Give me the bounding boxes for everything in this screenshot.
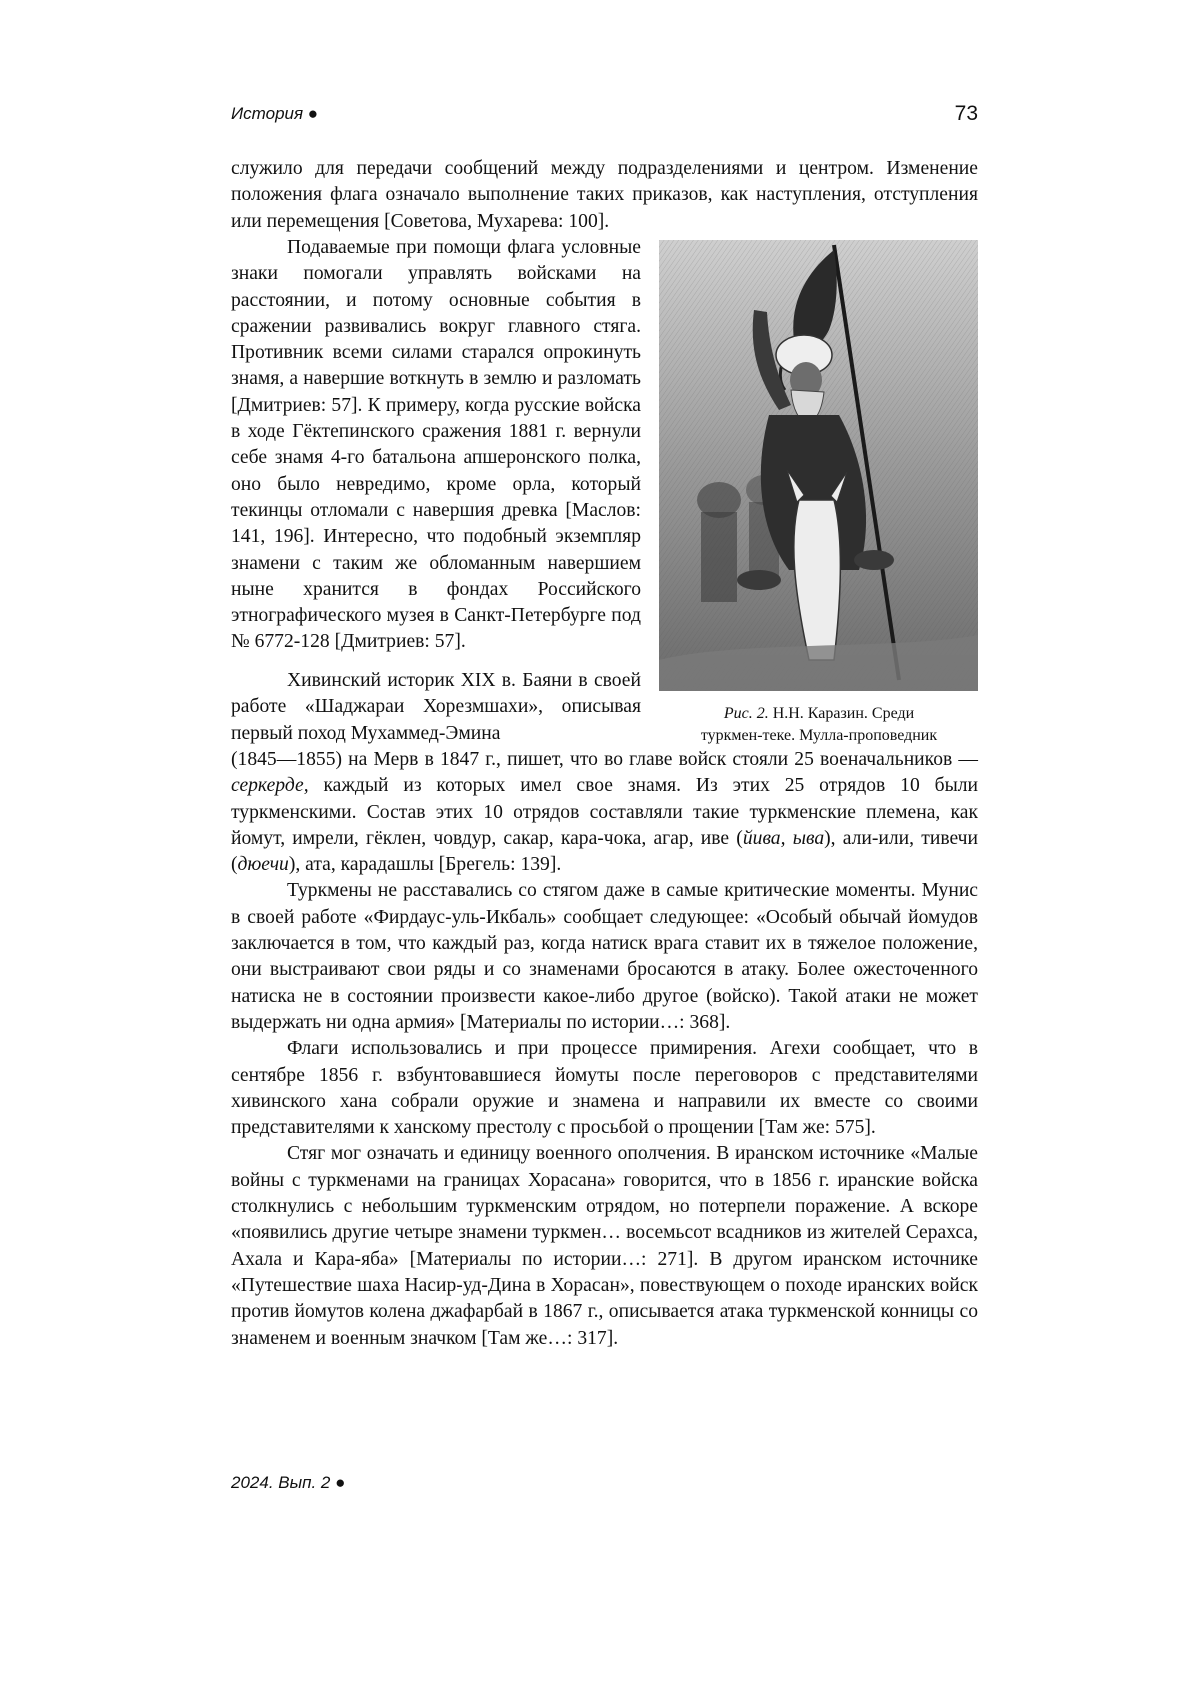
paragraph-text: Подаваемые при помощи флага условные знаки помогали управлять войсками на расстоянии, и потому основные события в сражении развивались вокруг главного стяга. Противник всеми силами старался опрокинуть знамя, а навершие воткнуть в землю и разломать [Дмитриев: 57]. К примеру, когда русские войска в ходе Гёктепинского сражения 1881 г. вернули себе знамя 4-го батальона апшеронского полка, оно было невредимо, кроме орла, который текинцы отломали с навершия древка [Маслов: 141, 196]. Интересно, что подобный экземпляр знамени с таким же обломанным навершием ныне хранится в фондах Российского этнографического музея в Санкт-Петербурге под № 6772-128 [Дмитриев: 57]. bbox=[231, 235, 641, 656]
footer-issue: 2024. Вып. 2 ● bbox=[231, 1473, 345, 1493]
paragraph-text: каждый из которых имел свое знамя. Из этих 25 отрядов 10 были туркменскими. Состав этих 10 отрядов составляли такие туркменские племена, как йомут, имрели, гёклен, човдур, сакар, кара-чока, агар, иве ( bbox=[231, 775, 978, 849]
term-italic: серкерде, bbox=[231, 775, 309, 796]
paragraph-text: ), али-или, тивечи ( bbox=[231, 828, 978, 875]
figure-karazin bbox=[659, 240, 979, 747]
paragraph-text: (1845—1855) на Мерв в 1847 г., пишет, что во главе войск стояли 25 военачальников — bbox=[231, 749, 978, 770]
page-header bbox=[231, 102, 978, 132]
caption-line-1: Н.Н. Каразин. Среди bbox=[769, 705, 914, 722]
paragraph-flag-signals bbox=[231, 235, 641, 656]
paragraph-continuation bbox=[231, 156, 978, 235]
illustration-mullah-preacher bbox=[659, 240, 978, 691]
caption-line-2: туркмен-теке. Мулла-проповедник bbox=[701, 727, 937, 744]
paragraph-text: ), ата, карадашлы [Брегель: 139]. bbox=[289, 854, 561, 875]
term-italic: йива, ыва bbox=[743, 828, 824, 849]
paragraphs-bottom bbox=[231, 747, 978, 1352]
term-italic: дюечи bbox=[238, 854, 289, 875]
page-number: 73 bbox=[955, 102, 978, 126]
paragraph-bayani-continuation bbox=[231, 747, 978, 878]
paragraph-bayani-start bbox=[231, 668, 641, 747]
journal-page bbox=[0, 0, 1200, 1697]
running-head: История ● bbox=[231, 104, 318, 124]
paragraph-agehi: Флаги использовались и при процессе примирения. Агехи сообщает, что в сентябре 1856 г. взбунтовавшиеся йомуты после переговоров с представителями хивинского хана собрали оружие и знамена и направили их вместе со своими представителями к ханскому престолу с просьбой о прощении [Там же: 575]. bbox=[231, 1036, 978, 1141]
paragraph-text: служило для передачи сообщений между подразделениями и центром. Изменение положения флага означало выполнение таких приказов, как наступления, отступления или перемещения [Советова, Мухарева: 100]. bbox=[231, 156, 978, 235]
paragraph-iranian-sources: Стяг мог означать и единицу военного ополчения. В иранском источнике «Малые войны с туркменами на границах Хорасана» говорится, что в 1856 г. иранские войска столкнулись с небольшим туркменским отрядом, но потерпели поражение. А вскоре «появились другие четыре знамени туркмен… восемьсот всадников из жителей Серахса, Ахала и Кара-яба» [Материалы по истории…: 271]. В другом иранском источнике «Путешествие шаха Насир-уд-Дина в Хорасан», повествующем о походе иранских войск против йомутов колена джафарбай в 1867 г., описывается атака туркменской конницы со знаменем и военным значком [Там же…: 317]. bbox=[231, 1141, 978, 1351]
figure-label: Рис. 2. bbox=[724, 705, 769, 722]
figure-caption bbox=[659, 703, 979, 747]
paragraph-text: Хивинский историк XIX в. Баяни в своей работе «Шаджараи Хорезмшахи», описывая первый поход Мухаммед-Эмина bbox=[231, 668, 641, 747]
paragraph-munis: Туркмены не расставались со стягом даже в самые критические моменты. Мунис в своей работе «Фирдаус-уль-Икбаль» сообщает следующее: «Особый обычай йомудов заключается в том, что каждый раз, когда натиск врага ставит их в тяжелое положение, они выстраивают свои ряды и со знаменами бросаются в атаку. Более ожесточенного натиска не в состоянии произвести какое-либо другое (войско). Такой атаки не может выдержать ни одна армия» [Материалы по истории…: 368]. bbox=[231, 878, 978, 1036]
